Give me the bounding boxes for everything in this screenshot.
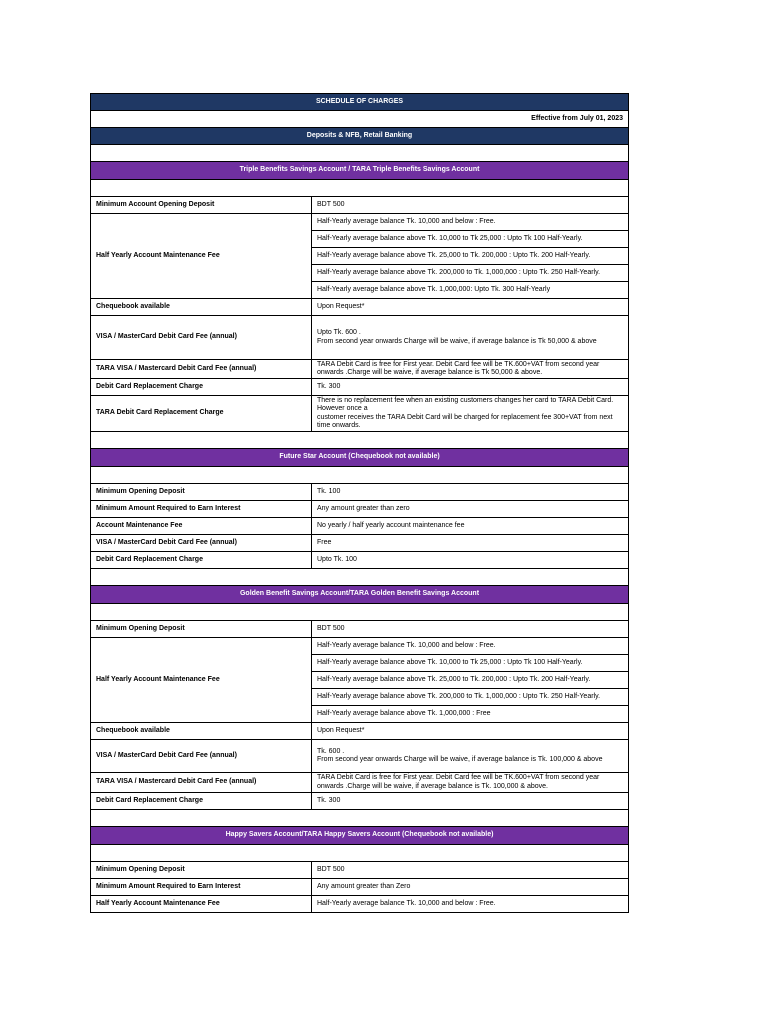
section-header: Happy Savers Account/TARA Happy Savers Account (Chequebook not available) [91, 827, 629, 845]
charge-row [91, 518, 629, 535]
charge-row [91, 862, 629, 879]
charge-value: Half-Yearly average balance above Tk. 25,000 to Tk. 200,000 : Upto Tk. 200 Half-Yearly. [312, 248, 629, 265]
charge-row [91, 535, 629, 552]
charge-label-visa-mastercard-debit-card-fee-annual: VISA / MasterCard Debit Card Fee (annual) [91, 740, 312, 773]
charge-label-half-yearly-account-maintenance-fee: Half Yearly Account Maintenance Fee [91, 896, 312, 913]
charge-label-half-yearly-account-maintenance-fee: Half Yearly Account Maintenance Fee [91, 214, 312, 299]
charge-value: Tk. 100 [312, 484, 629, 501]
charge-row [91, 621, 629, 638]
charge-value: Upon Request* [312, 723, 629, 740]
charge-row [91, 379, 629, 396]
charge-value: Tk. 300 [312, 379, 629, 396]
spacer-row [91, 432, 629, 449]
charge-row [91, 214, 629, 231]
schedule-title: SCHEDULE OF CHARGES [91, 94, 629, 111]
charge-label-debit-card-replacement-charge: Debit Card Replacement Charge [91, 793, 312, 810]
charge-label-debit-card-replacement-charge: Debit Card Replacement Charge [91, 379, 312, 396]
charge-label-minimum-opening-deposit: Minimum Opening Deposit [91, 484, 312, 501]
charge-value: Half-Yearly average balance above Tk. 200,000 to Tk. 1,000,000 : Upto Tk. 250 Half-Yearly. [312, 689, 629, 706]
spacer-row [91, 145, 629, 162]
charge-label-minimum-opening-deposit: Minimum Opening Deposit [91, 862, 312, 879]
charge-value: Free [312, 535, 629, 552]
charge-value: Half-Yearly average balance Tk. 10,000 and below : Free. [312, 638, 629, 655]
section-header: Future Star Account (Chequebook not available) [91, 449, 629, 467]
charge-value: There is no replacement fee when an existing customers changes her card to TARA Debit Card. However once a customer receives the TARA Debit Card will be charged for replacement fee 300+VAT from next time onwards. [312, 396, 629, 432]
charge-value: BDT 500 [312, 621, 629, 638]
charge-value: Half-Yearly average balance above Tk. 1,000,000: Upto Tk. 300 Half-Yearly [312, 282, 629, 299]
charge-row [91, 723, 629, 740]
spacer-row [91, 845, 629, 862]
spacer-row [91, 569, 629, 586]
spacer-row [91, 810, 629, 827]
charge-value: BDT 500 [312, 862, 629, 879]
charge-row [91, 896, 629, 913]
charge-row [91, 299, 629, 316]
title-row [91, 94, 629, 111]
charge-label-chequebook-available: Chequebook available [91, 299, 312, 316]
section-header-row [91, 162, 629, 180]
charge-value: Half-Yearly average balance Tk. 10,000 and below : Free. [312, 214, 629, 231]
charge-value: No yearly / half yearly account maintenance fee [312, 518, 629, 535]
charge-label-account-maintenance-fee: Account Maintenance Fee [91, 518, 312, 535]
sections-body [91, 162, 629, 913]
charge-row [91, 484, 629, 501]
charge-value: Half-Yearly average balance above Tk. 10,000 to Tk 25,000 : Upto Tk 100 Half-Yearly. [312, 655, 629, 672]
spacer-row [91, 467, 629, 484]
charge-value: Half-Yearly average balance Tk. 10,000 and below : Free. [312, 896, 629, 913]
charge-row [91, 552, 629, 569]
charge-value: TARA Debit Card is free for First year. Debit Card fee will be TK.600+VAT from second year onwards .Charge will be waive, if average balance is Tk 50,000 & above. [312, 360, 629, 379]
charge-label-visa-mastercard-debit-card-fee-annual: VISA / MasterCard Debit Card Fee (annual) [91, 535, 312, 552]
charge-label-tara-visa-mastercard-debit-card-fee-annual: TARA VISA / Mastercard Debit Card Fee (annual) [91, 773, 312, 793]
section-header-row [91, 586, 629, 604]
charge-row [91, 197, 629, 214]
charge-label-half-yearly-account-maintenance-fee: Half Yearly Account Maintenance Fee [91, 638, 312, 723]
effective-date-row [91, 111, 629, 128]
charge-value: Half-Yearly average balance above Tk. 200,000 to Tk. 1,000,000 : Upto Tk. 250 Half-Yearly. [312, 265, 629, 282]
charge-label-minimum-account-opening-deposit: Minimum Account Opening Deposit [91, 197, 312, 214]
charge-row [91, 316, 629, 360]
charge-value: Half-Yearly average balance above Tk. 1,000,000 : Free [312, 706, 629, 723]
charge-label-chequebook-available: Chequebook available [91, 723, 312, 740]
schedule-of-charges-table [90, 93, 629, 913]
charge-label-minimum-opening-deposit: Minimum Opening Deposit [91, 621, 312, 638]
charge-value: Upto Tk. 600 . From second year onwards Charge will be waive, if average balance is Tk 50,000 & above [312, 316, 629, 360]
charge-value: Any amount greater than zero [312, 501, 629, 518]
category-row [91, 128, 629, 145]
charge-row [91, 638, 629, 655]
section-header-row [91, 449, 629, 467]
charge-value: Tk. 300 [312, 793, 629, 810]
charge-row [91, 501, 629, 518]
effective-date: Effective from July 01, 2023 [91, 111, 629, 128]
charge-value: Tk. 600 . From second year onwards Charge will be waive, if average balance is Tk. 100,000 & above [312, 740, 629, 773]
charge-row [91, 879, 629, 896]
section-header-row [91, 827, 629, 845]
charge-row [91, 740, 629, 773]
charge-label-minimum-amount-required-to-earn-interest: Minimum Amount Required to Earn Interest [91, 501, 312, 518]
charge-label-tara-debit-card-replacement-charge: TARA Debit Card Replacement Charge [91, 396, 312, 432]
charge-row [91, 773, 629, 793]
spacer-row [91, 180, 629, 197]
charge-value: Upon Request* [312, 299, 629, 316]
charge-value: Half-Yearly average balance above Tk. 10,000 to Tk 25,000 : Upto Tk 100 Half-Yearly. [312, 231, 629, 248]
charge-value: Any amount greater than Zero [312, 879, 629, 896]
charge-value: Upto Tk. 100 [312, 552, 629, 569]
category-title: Deposits & NFB, Retail Banking [91, 128, 629, 145]
charge-row [91, 396, 629, 432]
charge-row [91, 360, 629, 379]
charge-label-tara-visa-mastercard-debit-card-fee-annual: TARA VISA / Mastercard Debit Card Fee (annual) [91, 360, 312, 379]
charge-value: Half-Yearly average balance above Tk. 25,000 to Tk. 200,000 : Upto Tk. 200 Half-Yearly. [312, 672, 629, 689]
section-header: Triple Benefits Savings Account / TARA Triple Benefits Savings Account [91, 162, 629, 180]
charge-label-debit-card-replacement-charge: Debit Card Replacement Charge [91, 552, 312, 569]
charge-value: BDT 500 [312, 197, 629, 214]
spacer-row [91, 604, 629, 621]
section-header: Golden Benefit Savings Account/TARA Golden Benefit Savings Account [91, 586, 629, 604]
charge-label-minimum-amount-required-to-earn-interest: Minimum Amount Required to Earn Interest [91, 879, 312, 896]
charge-row [91, 793, 629, 810]
charge-label-visa-mastercard-debit-card-fee-annual: VISA / MasterCard Debit Card Fee (annual) [91, 316, 312, 360]
charge-value: TARA Debit Card is free for First year. Debit Card fee will be TK.600+VAT from second year onwards .Charge will be waive, if average balance is Tk. 100,000 & above. [312, 773, 629, 793]
